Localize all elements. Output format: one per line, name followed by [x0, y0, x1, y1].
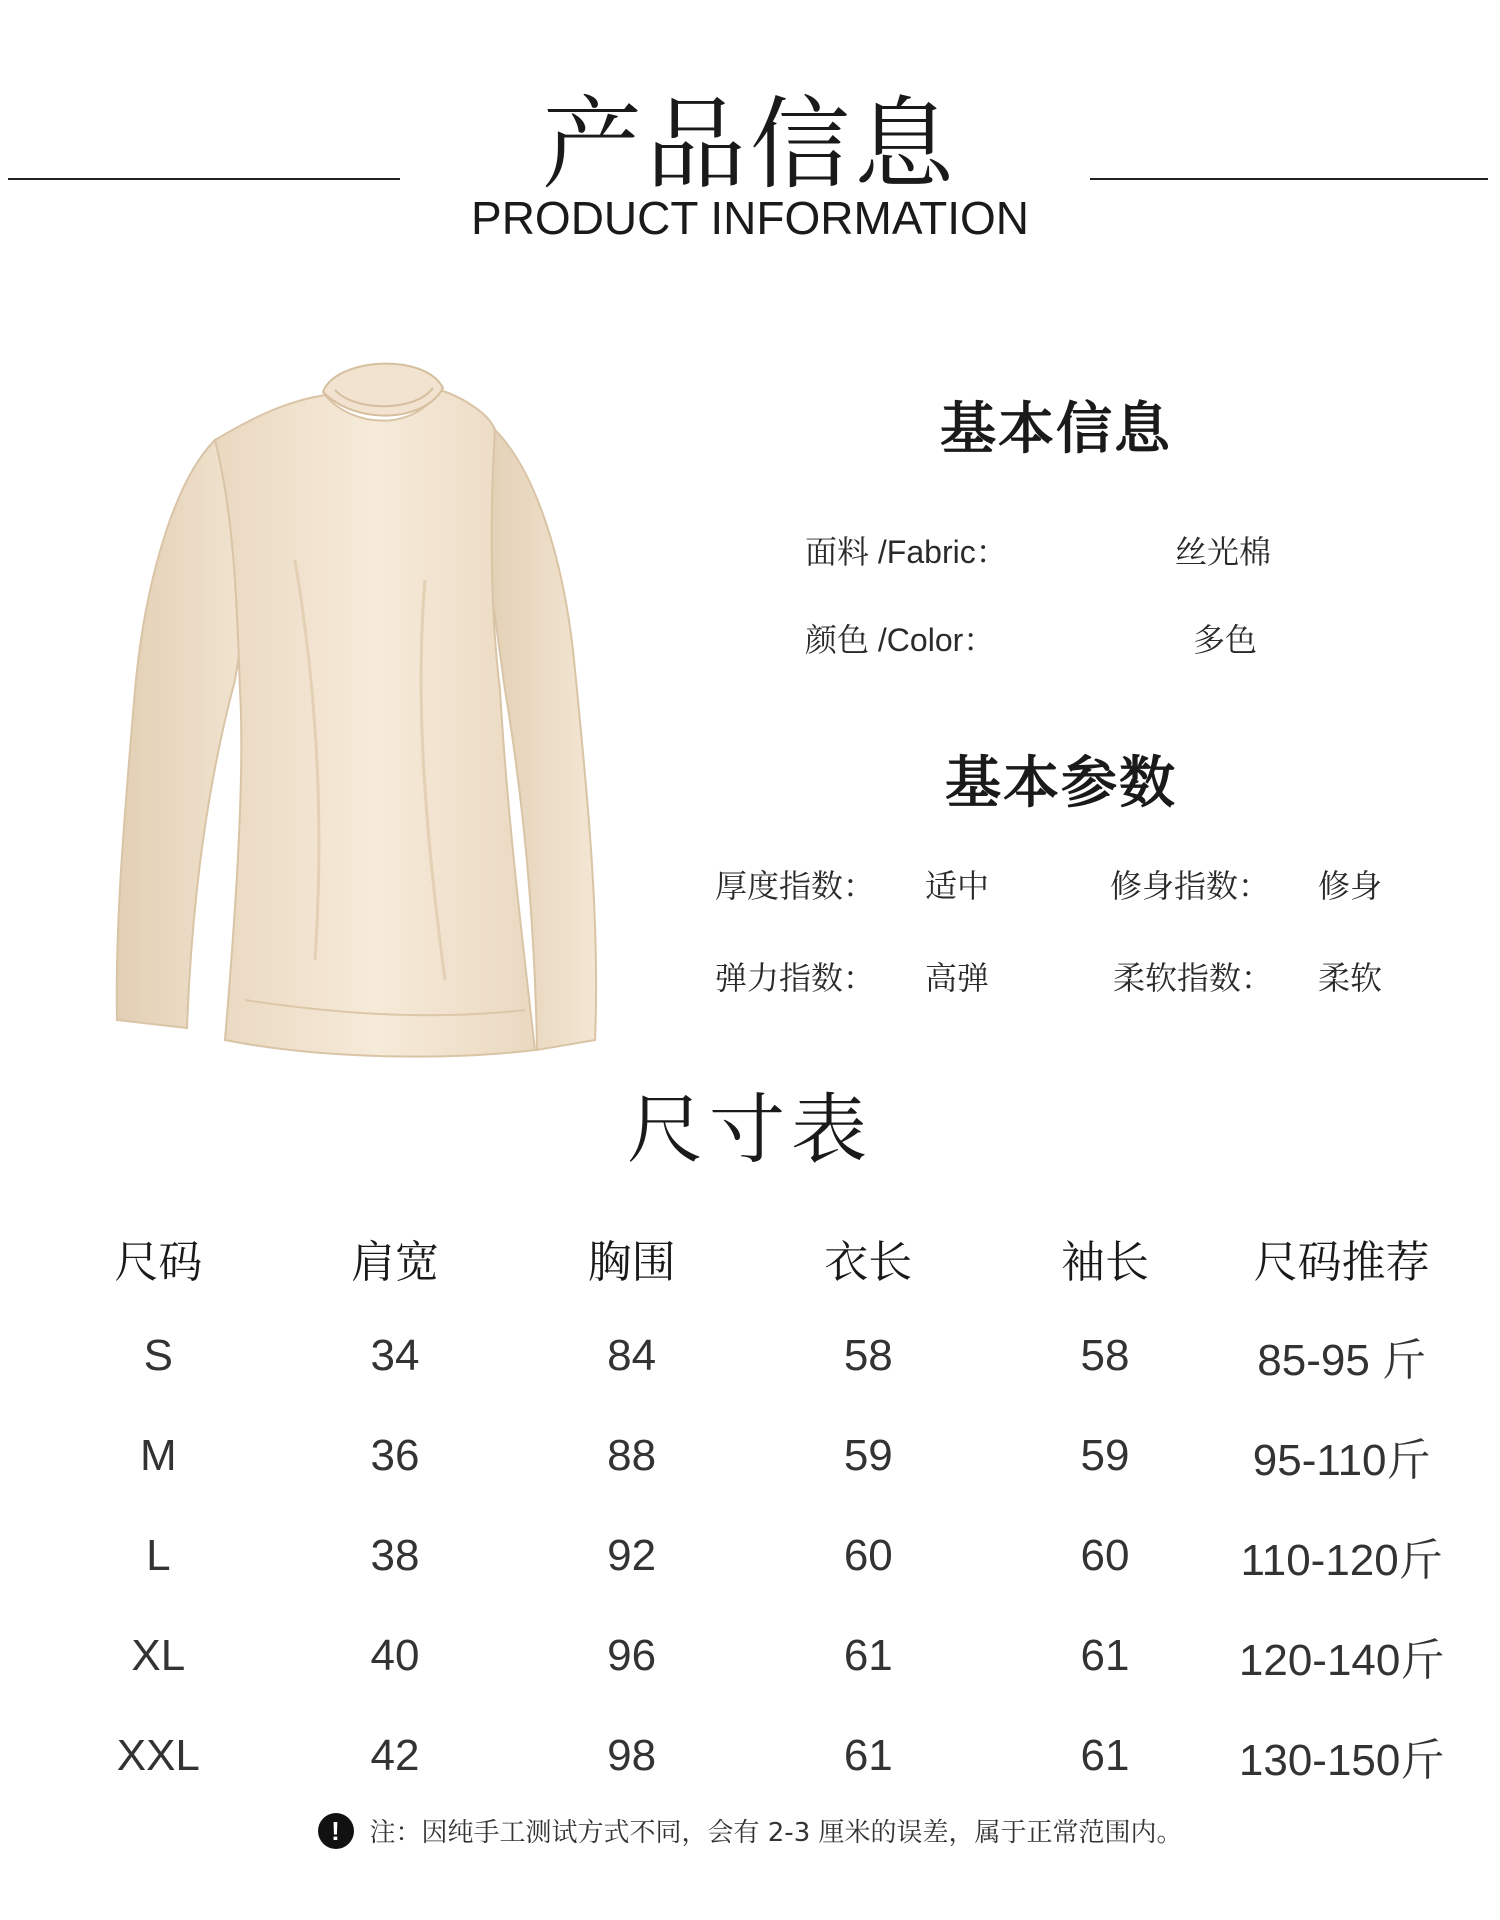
cell-chest: 96: [607, 1631, 657, 1680]
note-text: 注：因纯手工测试方式不同，会有 2-3 厘米的误差，属于正常范围内。: [369, 1818, 1183, 1848]
sweater-body: [215, 390, 535, 1057]
thickness-label: 厚度指数：: [715, 867, 876, 905]
fit-label: 修身指数：: [1110, 867, 1271, 905]
page-title: 产品信息: [542, 86, 958, 203]
cell-sleeve: 61: [1080, 1731, 1130, 1780]
header-chest: 胸围: [587, 1237, 676, 1288]
cell-shoulder: 38: [370, 1531, 420, 1580]
cell-shoulder: 40: [370, 1631, 420, 1680]
cell-chest: 88: [607, 1431, 657, 1480]
cell-sleeve: 61: [1080, 1631, 1130, 1680]
cell-size: M: [140, 1431, 177, 1480]
cell-shoulder: 34: [370, 1331, 420, 1380]
cell-size: XL: [131, 1631, 186, 1680]
thickness-value: 适中: [925, 867, 990, 905]
softness-label: 柔软指数：: [1113, 959, 1274, 997]
header-size: 尺码: [114, 1237, 203, 1288]
fabric-label: 面料 /Fabric：: [805, 533, 1008, 571]
cell-shoulder: 36: [370, 1431, 420, 1480]
header-sleeve: 袖长: [1060, 1237, 1149, 1288]
cell-length: 61: [843, 1731, 893, 1780]
table-row: [40, 1606, 1460, 1706]
cell-length: 61: [843, 1631, 893, 1680]
cell-chest: 92: [607, 1531, 657, 1580]
header-shoulder: 肩宽: [350, 1237, 439, 1288]
cell-recommend: 130-150斤: [1238, 1736, 1445, 1785]
fit-value: 修身: [1318, 867, 1383, 905]
sweater-image: [95, 360, 655, 1060]
elasticity-label: 弹力指数：: [715, 959, 876, 997]
exclamation-icon: !: [318, 1813, 354, 1849]
fabric-value: 丝光棉: [1175, 533, 1272, 571]
basic-info-title: 基本信息: [940, 397, 1172, 462]
softness-value: 柔软: [1318, 959, 1383, 997]
cell-shoulder: 42: [370, 1731, 420, 1780]
color-value: 多色: [1193, 621, 1258, 659]
cell-recommend: 110-120斤: [1240, 1536, 1443, 1585]
cell-length: 59: [843, 1431, 893, 1480]
cell-recommend: 120-140斤: [1238, 1636, 1445, 1685]
elasticity-value: 高弹: [925, 959, 990, 997]
size-table: [40, 1210, 1460, 1806]
cell-chest: 84: [607, 1331, 657, 1380]
table-row: [40, 1406, 1460, 1506]
basic-params-title: 基本参数: [945, 751, 1177, 816]
cell-sleeve: 59: [1080, 1431, 1130, 1480]
cell-size: XXL: [116, 1731, 200, 1780]
measurement-note: [0, 1812, 1500, 1849]
color-label: 颜色 /Color：: [805, 621, 996, 659]
size-table-header-row: [40, 1210, 1460, 1306]
cell-size: L: [146, 1531, 171, 1580]
page-subtitle: PRODUCT INFORMATION: [471, 192, 1029, 244]
cell-length: 58: [843, 1331, 893, 1380]
cell-recommend: 85-95 斤: [1257, 1336, 1427, 1385]
table-row: [40, 1706, 1460, 1806]
cell-sleeve: 60: [1080, 1531, 1130, 1580]
cell-recommend: 95-110斤: [1252, 1436, 1431, 1485]
header-length: 衣长: [824, 1237, 913, 1288]
cell-size: S: [143, 1331, 173, 1380]
table-row: [40, 1506, 1460, 1606]
table-row: [40, 1306, 1460, 1406]
cell-chest: 98: [607, 1731, 657, 1780]
size-chart-title: 尺寸表: [627, 1085, 873, 1174]
cell-sleeve: 58: [1080, 1331, 1130, 1380]
header-recommend: 尺码推荐: [1253, 1237, 1430, 1288]
cell-length: 60: [843, 1531, 893, 1580]
